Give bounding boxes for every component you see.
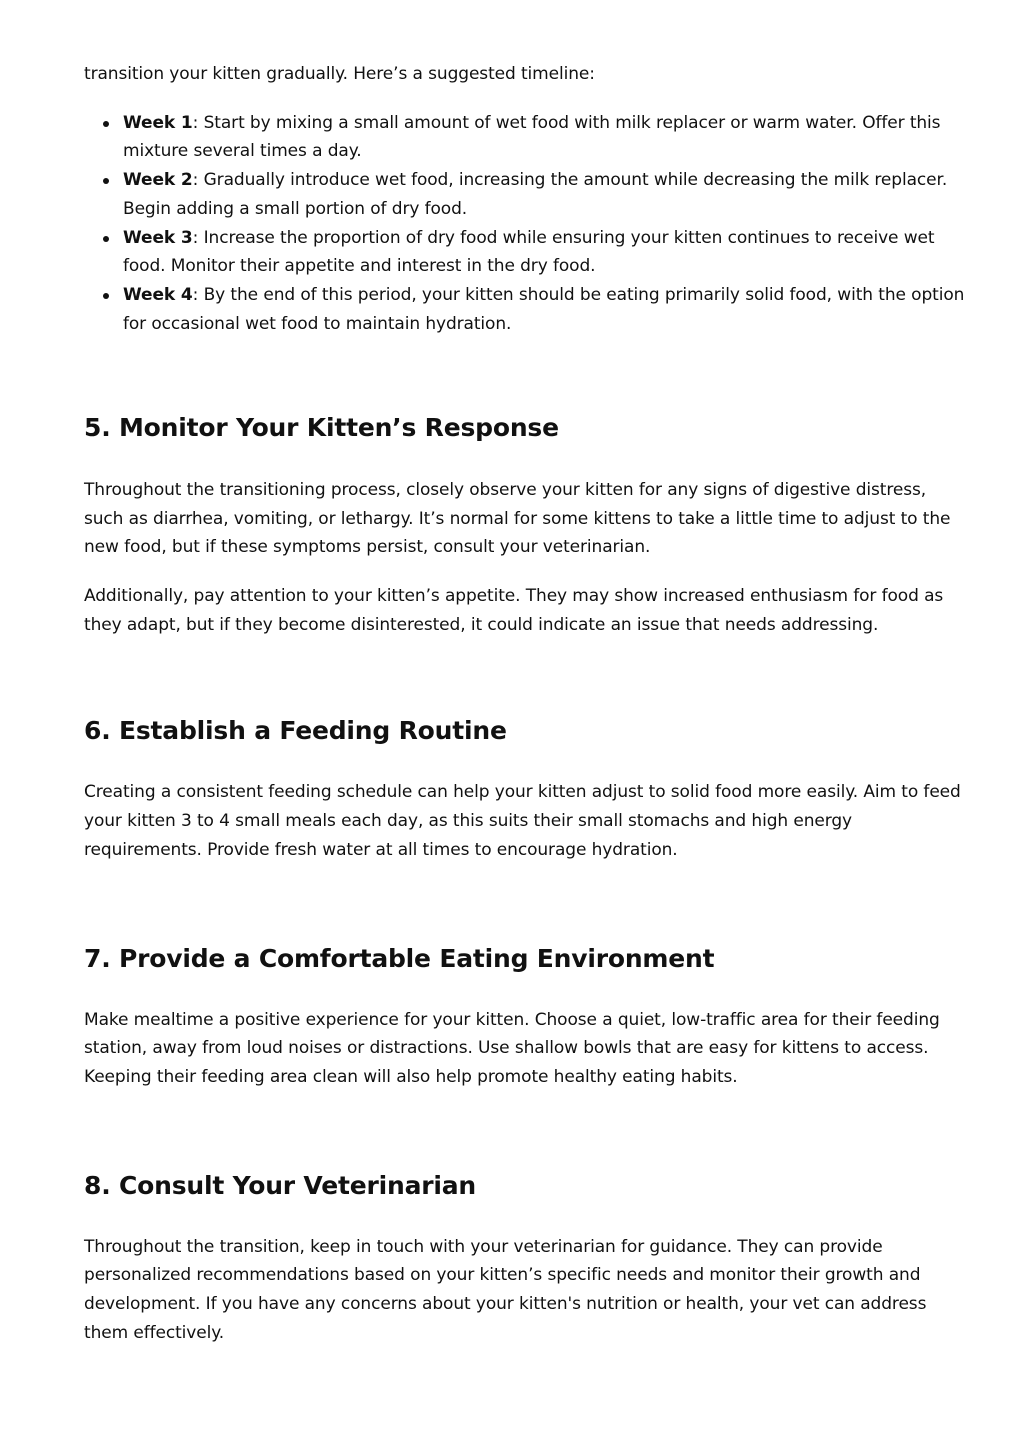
section-paragraph: Throughout the transition, keep in touch with your veterinarian for guidance. They can provide personalized recommendations based on your kitten’s specific needs and monitor their growth and development. If you have any concerns about your kitten's nutrition or health, your vet can address them effectively. xyxy=(84,1236,927,1343)
section-paragraph: Make mealtime a positive experience for your kitten. Choose a quiet, low-traffic area for their feeding station, away from loud noises or distractions. Use shallow bowls that are easy for kittens to access. Keeping their feeding area clean will also help promote healthy eating habits. xyxy=(84,1009,940,1087)
section-monitor-response xyxy=(84,411,968,640)
list-item-week-2 xyxy=(123,166,968,224)
section-heading: 5. Monitor Your Kitten’s Response xyxy=(84,412,559,442)
week-text: : Gradually introduce wet food, increasing the amount while decreasing the milk replacer. Begin adding a small portion of dry food. xyxy=(123,170,948,219)
week-text: : Increase the proportion of dry food while ensuring your kitten continues to receive wet food. Monitor their appetite and interest in the dry food. xyxy=(123,227,935,277)
section-feeding-routine xyxy=(84,714,968,864)
week-label: Week 4 xyxy=(123,285,193,306)
section-consult-veterinarian xyxy=(84,1169,968,1348)
week-text: : By the end of this period, your kitten should be eating primarily solid food, with the option for occasional wet food to maintain hydration. xyxy=(123,285,965,335)
timeline-list xyxy=(84,109,968,339)
week-label: Week 3 xyxy=(123,227,193,248)
section-paragraph: Throughout the transitioning process, closely observe your kitten for any signs of digestive distress, such as diarrhea, vomiting, or lethargy. It’s normal for some kittens to take a little time to adjust to the new food, but if these symptoms persist, consult your veterinarian. xyxy=(84,479,951,558)
week-label: Week 2 xyxy=(123,170,193,191)
section-eating-environment xyxy=(84,942,968,1092)
list-item-week-3 xyxy=(123,224,968,282)
section-heading: 6. Establish a Feeding Routine xyxy=(84,716,507,746)
list-item-week-1 xyxy=(123,109,968,167)
section-paragraph: Additionally, pay attention to your kitten’s appetite. They may show increased enthusiasm for food as they adapt, but if they become disinterested, it could indicate an issue that needs addressing. xyxy=(84,585,944,635)
section-heading: 7. Provide a Comfortable Eating Environment xyxy=(84,943,715,973)
week-label: Week 1 xyxy=(123,112,193,133)
section-paragraph: Creating a consistent feeding schedule can help your kitten adjust to solid food more easily. Aim to feed your kitten 3 to 4 small meals each day, as this suits their small stomachs and high energy requirements. Provide fresh water at all times to encourage hydration. xyxy=(84,782,961,860)
intro-paragraph: transition your kitten gradually. Here’s a suggested timeline: xyxy=(84,64,595,84)
list-item-week-4 xyxy=(123,281,968,339)
week-text: : Start by mixing a small amount of wet food with milk replacer or warm water. Offer this mixture several times a day. xyxy=(123,112,941,162)
section-heading: 8. Consult Your Veterinarian xyxy=(84,1170,477,1200)
